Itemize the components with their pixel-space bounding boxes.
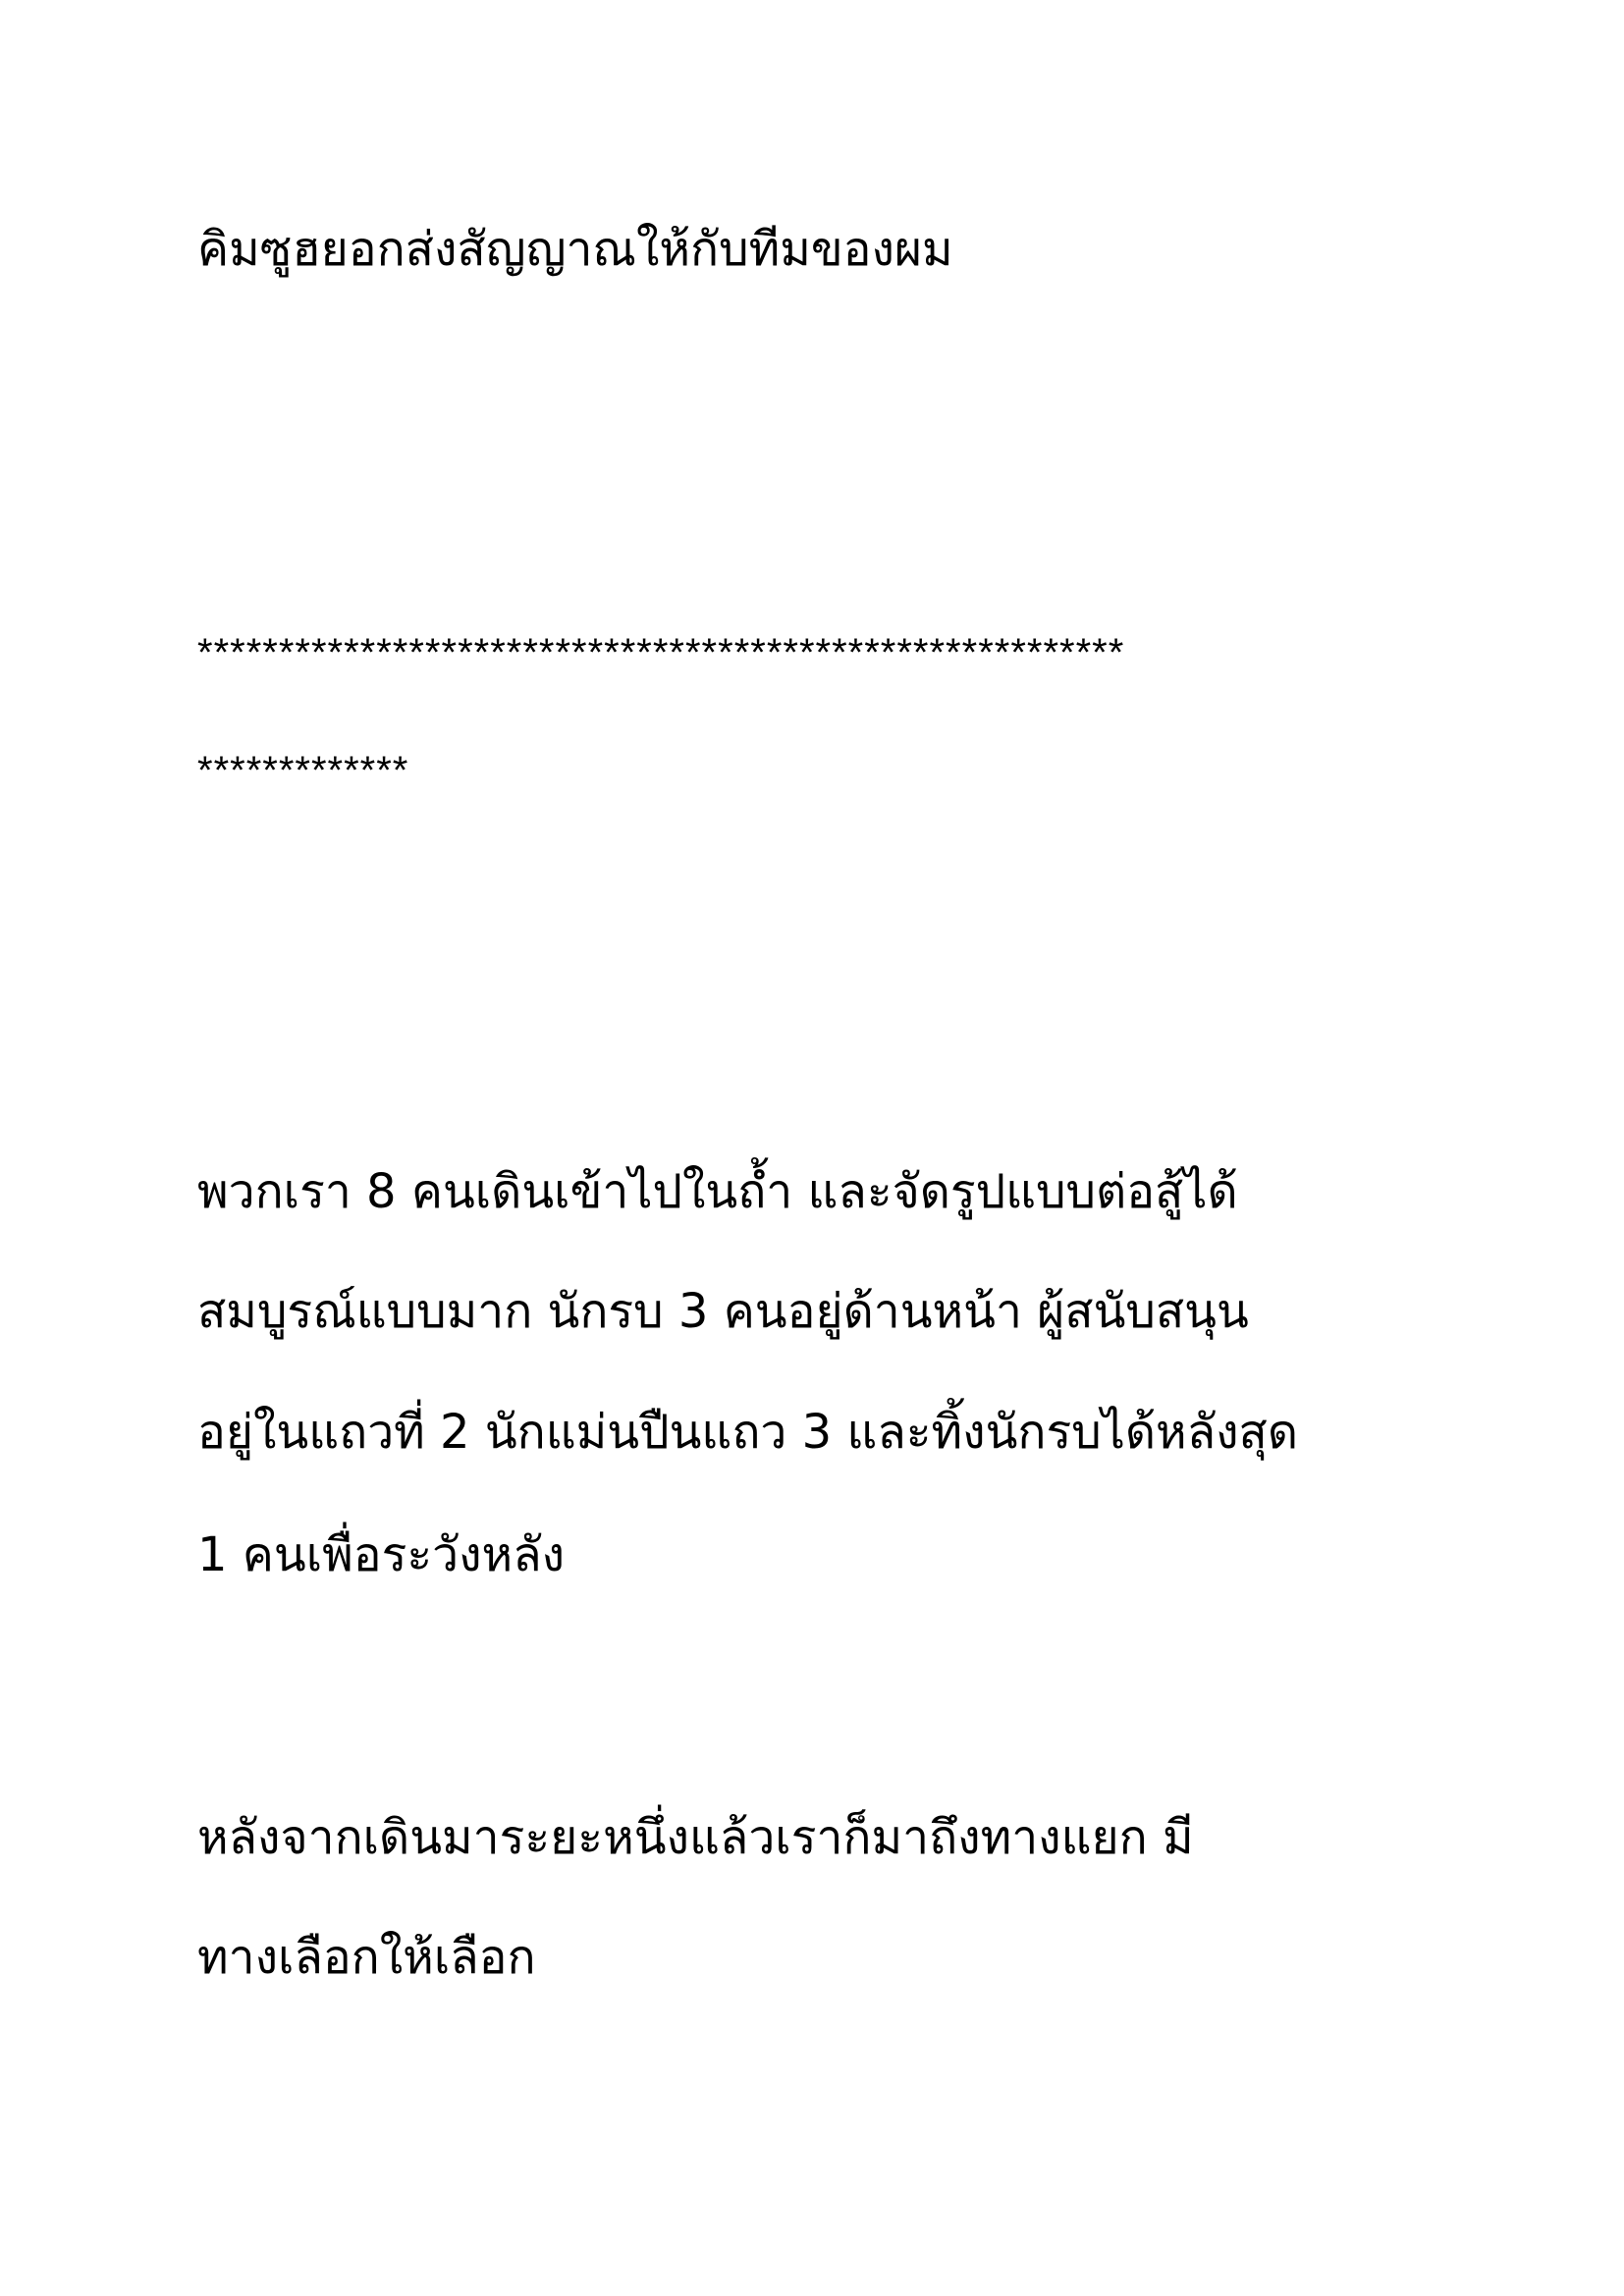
separator-line-1: ********************************************************* [197, 631, 1125, 674]
paragraph-1-line-2: สมบูรณ์แบบมาก นักรบ 3 คนอยู่ด้านหน้า ผู้สนับสนุน [197, 1284, 1249, 1339]
intro-line: คิมซูฮยอกส่งสัญญาณให้กับทีมของผม [197, 222, 953, 277]
paragraph-1-line-4: 1 คนเพื่อระวังหลัง [197, 1527, 566, 1582]
paragraph-2-line-1: หลังจากเดินมาระยะหนึ่งแล้วเราก็มาถึงทางแยก มี [197, 1810, 1194, 1865]
paragraph-1-line-3: อยู่ในแถวที่ 2 นักแม่นปืนแถว 3 และทิ้งนักรบได้หลังสุด [197, 1405, 1299, 1460]
paragraph-2-line-2: ทางเลือกให้เลือก [197, 1930, 536, 1985]
separator-line-2: ************* [197, 749, 409, 792]
paragraph-1-line-1: พวกเรา 8 คนเดินเข้าไปในถ้ำ และจัดรูปแบบต่อสู้ได้ [197, 1164, 1238, 1219]
